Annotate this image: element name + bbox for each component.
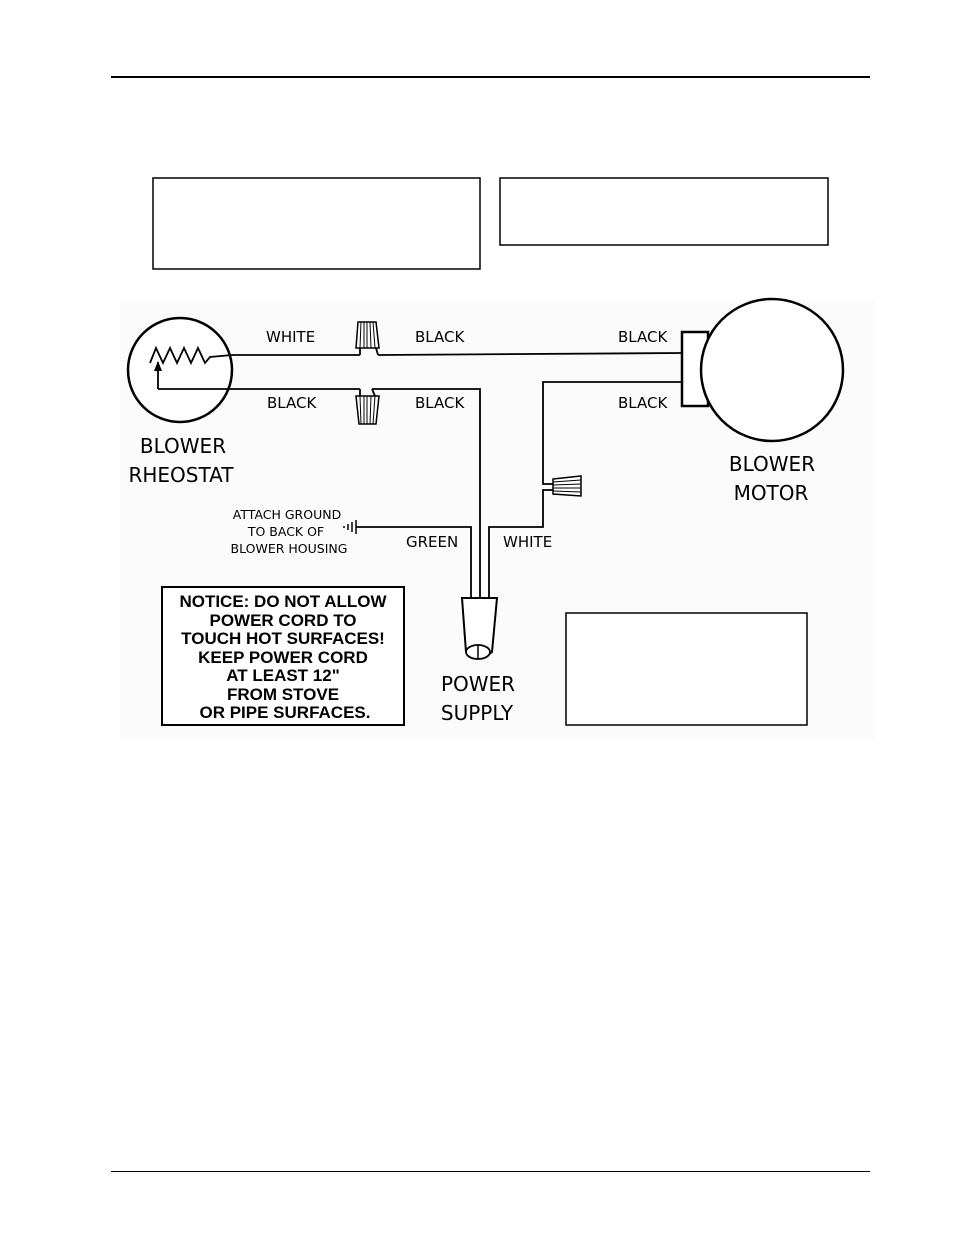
label-power-line1: POWER bbox=[440, 672, 516, 696]
label-rheostat-line2: RHEOSTAT bbox=[128, 463, 234, 487]
ground-note-line3: BLOWER HOUSING bbox=[230, 541, 348, 556]
label-motor-line2: MOTOR bbox=[733, 481, 809, 505]
notice-box bbox=[162, 587, 404, 725]
label-rheostat-line1: BLOWER bbox=[139, 434, 227, 458]
label-power-line2: SUPPLY bbox=[440, 701, 514, 725]
ground-note-line2: TO BACK OF bbox=[247, 524, 325, 539]
label-black-bottom-mid: BLACK bbox=[415, 394, 465, 412]
label-green: GREEN bbox=[406, 533, 459, 551]
label-white-bottom: WHITE bbox=[503, 533, 553, 551]
label-motor-line1: BLOWER bbox=[728, 452, 816, 476]
wire-nut-side-icon bbox=[548, 476, 581, 496]
notice-line5: AT LEAST 12" bbox=[226, 666, 340, 685]
label-black-bottom-right: BLACK bbox=[618, 394, 668, 412]
empty-box-bottom-right bbox=[566, 613, 807, 725]
empty-box-top-right bbox=[500, 178, 828, 245]
label-black-bottom-left: BLACK bbox=[267, 394, 317, 412]
notice-line4: KEEP POWER CORD bbox=[198, 648, 368, 667]
ground-note-line1: ATTACH GROUND bbox=[232, 507, 342, 522]
empty-box-top-left bbox=[153, 178, 480, 269]
notice-line2: POWER CORD TO bbox=[209, 611, 357, 630]
label-black-top-right: BLACK bbox=[618, 328, 668, 346]
notice-line1: NOTICE: DO NOT ALLOW bbox=[179, 592, 387, 611]
label-white-top: WHITE bbox=[266, 328, 316, 346]
notice-line7: OR PIPE SURFACES. bbox=[199, 703, 371, 722]
notice-line3: TOUCH HOT SURFACES! bbox=[181, 629, 385, 648]
notice-line6: FROM STOVE bbox=[226, 685, 340, 704]
label-black-top-mid: BLACK bbox=[415, 328, 465, 346]
power-supply-plug-icon bbox=[462, 598, 497, 659]
